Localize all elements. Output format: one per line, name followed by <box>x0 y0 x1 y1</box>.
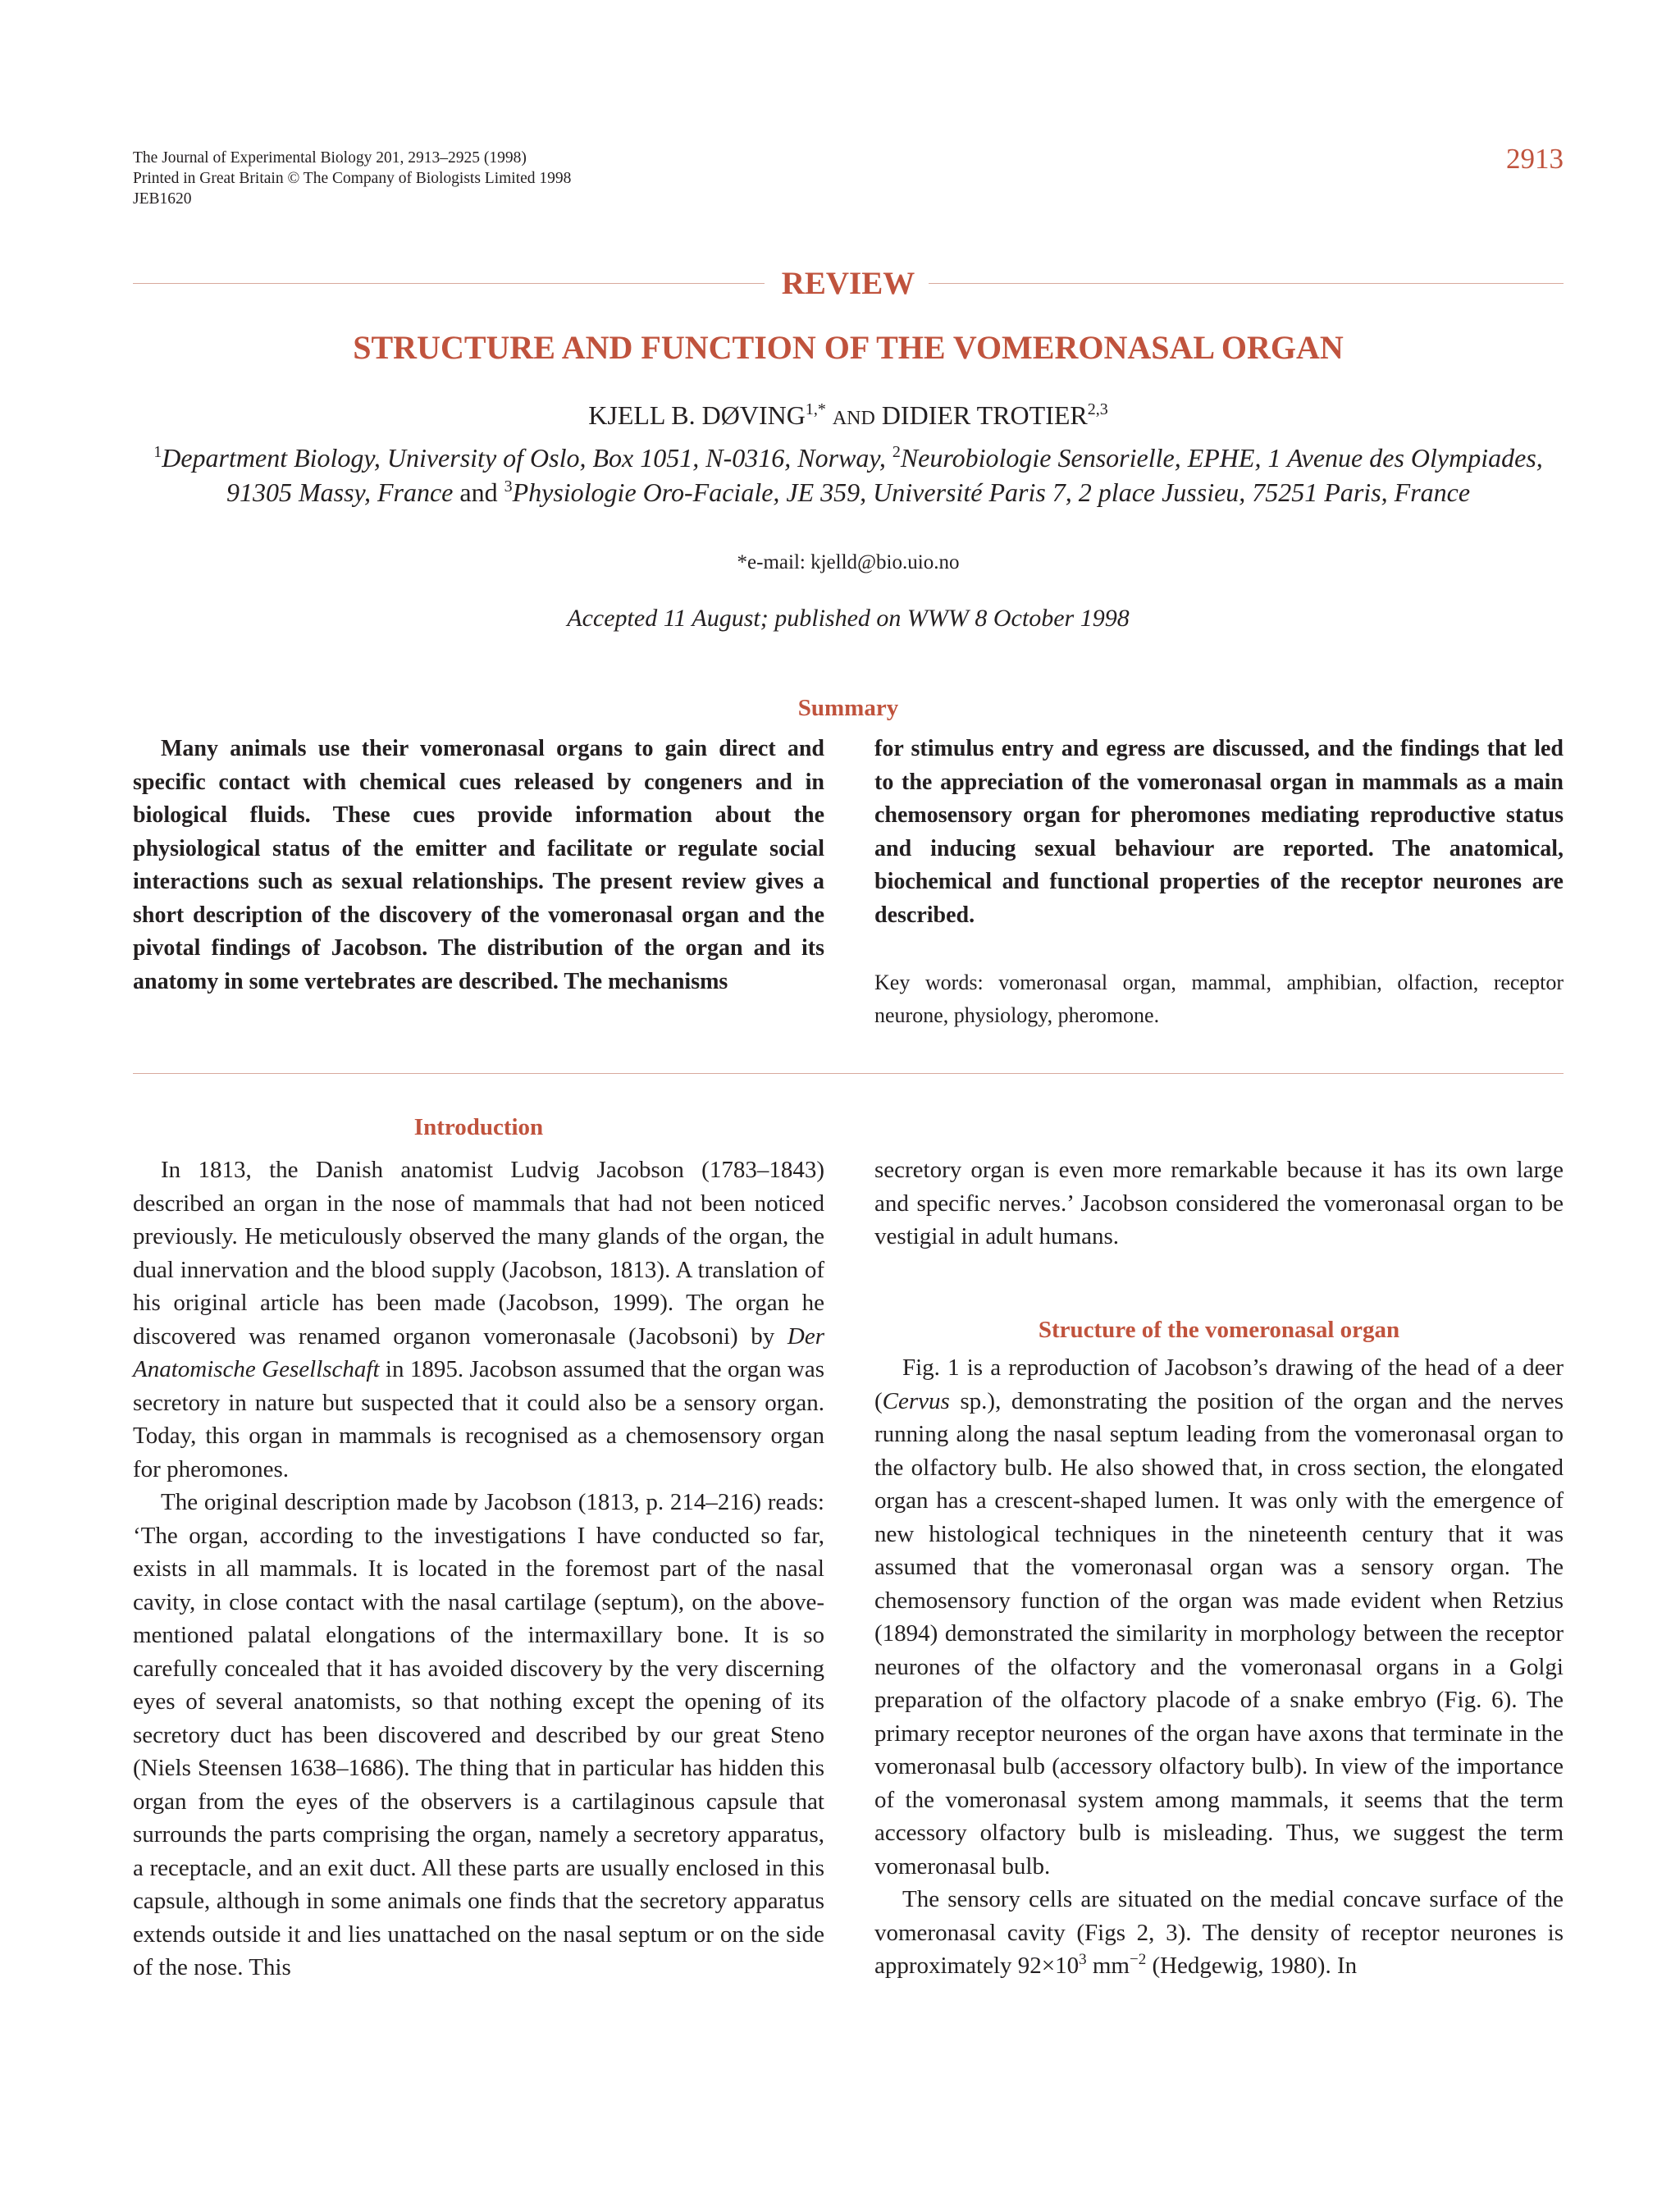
keywords: Key words: vomeronasal organ, mammal, amphibian, olfaction, receptor neurone, physiology, pheromone. <box>874 971 1564 1027</box>
intro-p1-society: Der Anatomische Gesellschaft <box>133 1322 824 1382</box>
journal-citation: The Journal of Experimental Biology 201, 2913–2925 (1998) <box>133 149 527 167</box>
introduction-paragraph-2-continued: secretory organ is even more remarkable because it has its own large and specific nerves.’ Jacobson considered the vomeronasal organ to be vestigial in adult humans. <box>874 1157 1564 1249</box>
page-number: 2913 <box>1506 143 1564 175</box>
affiliation-marker-2: 2 <box>892 443 901 461</box>
summary-left-content: Many animals use their vomeronasal organs to gain direct and specific contact with chemical cues released by congeners and in biological fluids. These cues provide information about the physiological status of the emitter and facilitate or regulate social interactions such as sexual relationships. The present review gives a short description of the discovery of the vomeronasal organ and the pivotal findings of Jacobson. The distribution of the organ and its anatomy in some vertebrates are described. The mechanisms <box>133 736 824 994</box>
author-1-affiliation: 1,* <box>805 400 826 418</box>
affiliation-marker-1: 1 <box>153 443 162 461</box>
structure-p1-end: sp.), demonstrating the position of the organ and the nerves running along the nasal septum leading from the vomeronasal organ to the olfactory bulb. He also showed that, in cross section, the elongated organ has a crescent-shaped lumen. It was only with the emergence of new histological techniques in the nineteenth century that it was assumed that the vomeronasal organ was a sensory organ. The chemosensory function of the organ was made evident when Retzius (1894) demonstrated the similarity in morphology between the receptor neurones of the olfactory and the vomeronasal organs in a Golgi preparation of the olfactory placode of a snake embryo (Fig. 6). The primary receptor neurones of the organ have axons that terminate in the vomeronasal bulb (accessory olfactory bulb). In view of the importance of the vomeronasal system among mammals, it seems that the term accessory olfactory bulb is misleading. Thus, we suggest the term vomeronasal bulb. <box>874 1387 1564 1880</box>
structure-p2-exponent-1: 3 <box>1079 1951 1087 1968</box>
introduction-body <box>133 1153 824 1985</box>
author-2: DIDIER TROTIER <box>881 400 1088 430</box>
author-conjunction: AND <box>832 408 875 429</box>
summary-heading: Summary <box>797 695 899 721</box>
summary-text-right: for stimulus entry and egress are discussed, and the findings that led to the appreciation of the vomeronasal organ in mammals as a main chemosensory organ for pheromones mediating reproductive status and inducing sexual behaviour are reported. The anatomical, biochemical and functional properties of the receptor neurones are described. <box>874 736 1564 928</box>
journal-copyright: Printed in Great Britain © The Company of Biologists Limited 1998 <box>133 170 572 187</box>
structure-p1-start: Fig. 1 is a reproduction of Jacobson’s drawing of the head of a deer ( <box>874 1354 1564 1414</box>
journal-code: JEB1620 <box>133 190 192 208</box>
affiliation-3: Physiologie Oro-Faciale, JE 359, Université Paris 7, 2 place Jussieu, 75251 Paris, France <box>512 477 1471 507</box>
structure-p2-unit: mm <box>1086 1953 1130 1979</box>
introduction-continuation <box>874 1153 1564 1254</box>
structure-body <box>874 1351 1564 1983</box>
article-type: REVIEW <box>781 266 915 301</box>
review-rule-right <box>929 283 1564 284</box>
introduction-paragraph-1 <box>133 1153 824 1486</box>
affiliation-conjunction: and <box>453 477 504 507</box>
structure-p2-start: The sensory cells are situated on the medial concave surface of the vomeronasal cavity (Figs 2, 3). The density of receptor neurones is approximately 92×10 <box>874 1886 1564 1979</box>
structure-paragraph-2 <box>874 1883 1564 1983</box>
structure-heading: Structure of the vomeronasal organ <box>1038 1317 1400 1343</box>
article-title: STRUCTURE AND FUNCTION OF THE VOMERONASAL ORGAN <box>353 329 1344 366</box>
structure-p2-exponent-2: −2 <box>1129 1951 1147 1968</box>
intro-p1-end: in 1895. Jacobson assumed that the organ was secretory in nature but suspected that it could also be a sensory organ. Today, this organ in mammals is recognised as a chemosensory organ for pheromones. <box>133 1356 824 1482</box>
structure-paragraph-1 <box>874 1351 1564 1883</box>
author-1: KJELL B. DØVING <box>588 400 806 430</box>
affiliations <box>139 441 1557 509</box>
journal-info <box>133 148 571 209</box>
corresponding-email: *e-mail: kjelld@bio.uio.no <box>737 551 960 573</box>
affiliation-2: Neurobiologie Sensorielle, EPHE, 1 Avenue des Olympiades, 91305 Massy, France <box>226 443 1543 507</box>
introduction-heading: Introduction <box>413 1114 544 1140</box>
review-banner <box>133 266 1564 301</box>
structure-p1-genus: Cervus <box>882 1387 950 1414</box>
publication-dates: Accepted 11 August; published on WWW 8 October 1998 <box>567 605 1130 632</box>
author-line <box>133 400 1564 431</box>
summary-text-left <box>133 733 824 998</box>
introduction-paragraph-2: The original description made by Jacobson (1813, p. 214–216) reads: ‘The organ, according to the investigations I have conducted so far, exists in all mammals. It is located in the foremost part of the nasal cavity, in close contact with the nasal cartilage (septum), on the above-mentioned palatal elongations of the intermaxillary bone. It is so carefully concealed that it has avoided discovery by the very discerning eyes of several anatomists, so that nothing except the opening of its secretory duct has been discovered and described by our great Steno (Niels Steensen 1638–1686). The thing that in particular has hidden this organ from the eyes of the observers is a cartilaginous capsule that surrounds the parts comprising the organ, namely a secretory apparatus, a receptacle, and an exit duct. All these parts are usually enclosed in this capsule, although in some animals one finds that the secretory apparatus extends outside it and lies unattached on the nasal septum or on the side of the nose. This <box>133 1489 824 1980</box>
structure-p2-end: (Hedgewig, 1980). In <box>1146 1953 1358 1979</box>
author-2-affiliation: 2,3 <box>1087 400 1108 418</box>
affiliation-1: Department Biology, University of Oslo, Box 1051, N-0316, Norway, <box>162 443 892 473</box>
intro-p1-start: In 1813, the Danish anatomist Ludvig Jacobson (1783–1843) described an organ in the nose of mammals that had not been noticed previously. He meticulously observed the many glands of the organ, the dual innervation and the blood supply (Jacobson, 1813). A translation of his original article has been made (Jacobson, 1999). The organ he discovered was renamed organon vomeronasale (Jacobsoni) by <box>133 1157 824 1350</box>
summary-divider <box>133 1073 1564 1074</box>
affiliation-marker-3: 3 <box>504 477 513 496</box>
